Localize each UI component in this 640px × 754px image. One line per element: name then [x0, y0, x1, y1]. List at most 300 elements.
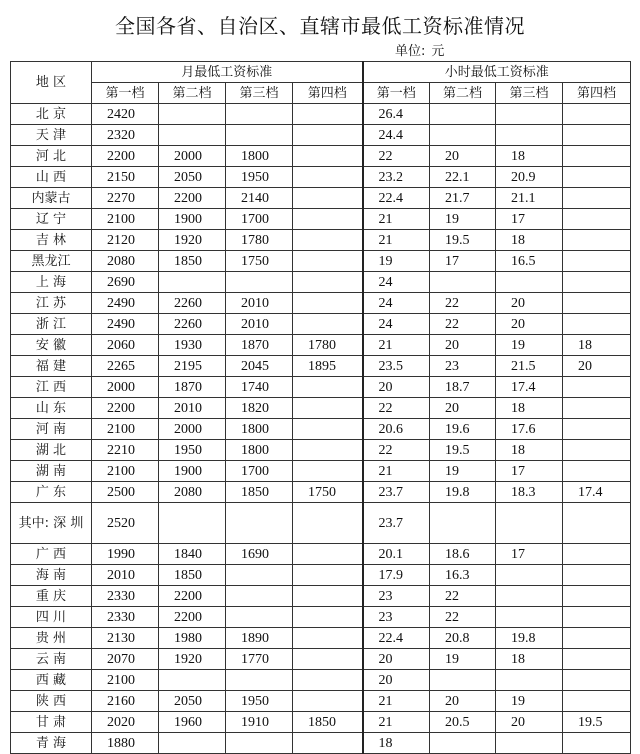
monthly-tier-1-cell: 2100	[92, 461, 159, 482]
monthly-tier-2-cell: 2260	[159, 314, 226, 335]
hourly-tier-1-cell: 20	[363, 670, 430, 691]
monthly-tier-3-cell: 1950	[226, 691, 293, 712]
table-row	[11, 670, 631, 691]
monthly-tier-3-cell: 2140	[226, 188, 293, 209]
hourly-tier-2-cell	[430, 272, 496, 293]
hourly-tier-3-cell: 20.9	[496, 167, 563, 188]
monthly-tier-4-cell	[293, 230, 363, 251]
monthly-tier-4-cell	[293, 733, 363, 754]
header-hourly-tier-1: 第一档	[363, 83, 430, 104]
hourly-tier-2-cell: 16.3	[430, 565, 496, 586]
monthly-tier-1-cell: 2420	[92, 104, 159, 125]
monthly-tier-3-cell	[226, 125, 293, 146]
hourly-tier-4-cell	[563, 398, 631, 419]
monthly-tier-4-cell	[293, 251, 363, 272]
monthly-tier-4-cell	[293, 565, 363, 586]
monthly-tier-3-cell: 1700	[226, 461, 293, 482]
monthly-tier-4-cell: 1780	[293, 335, 363, 356]
monthly-tier-1-cell: 2130	[92, 628, 159, 649]
table-row	[11, 209, 631, 230]
monthly-tier-1-cell: 2500	[92, 482, 159, 503]
monthly-tier-4-cell	[293, 440, 363, 461]
monthly-tier-1-cell: 2520	[92, 503, 159, 544]
monthly-tier-1-cell: 2330	[92, 607, 159, 628]
hourly-tier-1-cell: 21	[363, 691, 430, 712]
monthly-tier-1-cell: 2100	[92, 419, 159, 440]
monthly-tier-4-cell	[293, 628, 363, 649]
hourly-tier-2-cell: 22	[430, 314, 496, 335]
hourly-tier-4-cell	[563, 649, 631, 670]
monthly-tier-3-cell: 1820	[226, 398, 293, 419]
hourly-tier-4-cell	[563, 167, 631, 188]
monthly-tier-4-cell	[293, 293, 363, 314]
hourly-tier-2-cell: 19.5	[430, 440, 496, 461]
region-cell: 广 西	[11, 544, 92, 565]
region-cell: 上 海	[11, 272, 92, 293]
table-row	[11, 607, 631, 628]
table-row	[11, 272, 631, 293]
hourly-tier-2-cell: 19.5	[430, 230, 496, 251]
region-cell: 四 川	[11, 607, 92, 628]
monthly-tier-3-cell: 1780	[226, 230, 293, 251]
hourly-tier-3-cell	[496, 586, 563, 607]
monthly-tier-1-cell: 2490	[92, 314, 159, 335]
monthly-tier-4-cell	[293, 691, 363, 712]
hourly-tier-2-cell	[430, 670, 496, 691]
hourly-tier-1-cell: 21	[363, 209, 430, 230]
hourly-tier-4-cell	[563, 188, 631, 209]
hourly-tier-4-cell	[563, 251, 631, 272]
hourly-tier-4-cell	[563, 104, 631, 125]
hourly-tier-1-cell: 26.4	[363, 104, 430, 125]
monthly-tier-3-cell: 2010	[226, 293, 293, 314]
hourly-tier-1-cell: 20.1	[363, 544, 430, 565]
monthly-tier-3-cell: 1750	[226, 251, 293, 272]
monthly-tier-3-cell: 1800	[226, 440, 293, 461]
monthly-tier-2-cell: 1850	[159, 565, 226, 586]
hourly-tier-4-cell	[563, 440, 631, 461]
hourly-tier-1-cell: 23.7	[363, 482, 430, 503]
monthly-tier-3-cell: 1950	[226, 167, 293, 188]
table-row	[11, 356, 631, 377]
monthly-tier-3-cell	[226, 503, 293, 544]
region-cell: 湖 南	[11, 461, 92, 482]
hourly-tier-2-cell: 20	[430, 691, 496, 712]
monthly-tier-4-cell	[293, 503, 363, 544]
hourly-tier-4-cell	[563, 691, 631, 712]
monthly-tier-1-cell: 2070	[92, 649, 159, 670]
hourly-tier-1-cell: 20	[363, 649, 430, 670]
header-monthly-tier-4: 第四档	[293, 83, 363, 104]
table-row	[11, 335, 631, 356]
hourly-tier-4-cell	[563, 503, 631, 544]
table-row	[11, 230, 631, 251]
monthly-tier-4-cell	[293, 398, 363, 419]
monthly-tier-3-cell: 2045	[226, 356, 293, 377]
hourly-tier-3-cell: 18	[496, 230, 563, 251]
hourly-tier-1-cell: 17.9	[363, 565, 430, 586]
hourly-tier-1-cell: 24	[363, 293, 430, 314]
hourly-tier-2-cell: 19	[430, 209, 496, 230]
monthly-tier-2-cell: 1870	[159, 377, 226, 398]
monthly-tier-3-cell	[226, 272, 293, 293]
monthly-tier-4-cell	[293, 272, 363, 293]
region-cell: 福 建	[11, 356, 92, 377]
hourly-tier-2-cell: 23	[430, 356, 496, 377]
hourly-tier-3-cell: 18	[496, 649, 563, 670]
table-row	[11, 314, 631, 335]
hourly-tier-2-cell	[430, 104, 496, 125]
hourly-tier-1-cell: 20	[363, 377, 430, 398]
hourly-tier-1-cell: 20.6	[363, 419, 430, 440]
monthly-tier-3-cell	[226, 104, 293, 125]
hourly-tier-2-cell: 20.5	[430, 712, 496, 733]
table-row	[11, 565, 631, 586]
region-cell: 西 藏	[11, 670, 92, 691]
hourly-tier-2-cell: 20	[430, 146, 496, 167]
region-cell: 贵 州	[11, 628, 92, 649]
hourly-tier-3-cell: 18.3	[496, 482, 563, 503]
hourly-tier-3-cell	[496, 565, 563, 586]
monthly-tier-4-cell	[293, 125, 363, 146]
monthly-tier-1-cell: 2265	[92, 356, 159, 377]
monthly-tier-2-cell	[159, 670, 226, 691]
hourly-tier-3-cell: 20	[496, 314, 563, 335]
region-cell: 江 苏	[11, 293, 92, 314]
monthly-tier-1-cell: 2020	[92, 712, 159, 733]
hourly-tier-1-cell: 23.7	[363, 503, 430, 544]
page-title: 全国各省、自治区、直辖市最低工资标准情况	[115, 14, 525, 38]
region-cell: 重 庆	[11, 586, 92, 607]
monthly-tier-1-cell: 2210	[92, 440, 159, 461]
hourly-tier-1-cell: 24	[363, 272, 430, 293]
region-cell: 河 北	[11, 146, 92, 167]
hourly-tier-4-cell	[563, 377, 631, 398]
monthly-tier-1-cell: 2270	[92, 188, 159, 209]
monthly-tier-4-cell	[293, 586, 363, 607]
monthly-tier-2-cell: 2050	[159, 167, 226, 188]
monthly-tier-2-cell	[159, 272, 226, 293]
hourly-tier-4-cell	[563, 146, 631, 167]
monthly-tier-4-cell: 1850	[293, 712, 363, 733]
hourly-tier-3-cell	[496, 503, 563, 544]
hourly-tier-2-cell: 20	[430, 335, 496, 356]
monthly-tier-2-cell: 2195	[159, 356, 226, 377]
hourly-tier-3-cell: 16.5	[496, 251, 563, 272]
hourly-tier-1-cell: 23	[363, 586, 430, 607]
region-cell: 山 东	[11, 398, 92, 419]
header-hourly: 小时最低工资标准	[363, 62, 631, 83]
table-row	[11, 544, 631, 565]
hourly-tier-2-cell: 19	[430, 461, 496, 482]
monthly-tier-3-cell: 1800	[226, 146, 293, 167]
region-cell: 广 东	[11, 482, 92, 503]
hourly-tier-3-cell: 21.5	[496, 356, 563, 377]
hourly-tier-1-cell: 21	[363, 712, 430, 733]
table-row	[11, 586, 631, 607]
monthly-tier-4-cell	[293, 670, 363, 691]
monthly-tier-1-cell: 2010	[92, 565, 159, 586]
hourly-tier-1-cell: 23.2	[363, 167, 430, 188]
monthly-tier-1-cell: 2200	[92, 398, 159, 419]
hourly-tier-2-cell: 20	[430, 398, 496, 419]
header-monthly: 月最低工资标准	[92, 62, 363, 83]
table-row	[11, 125, 631, 146]
hourly-tier-3-cell	[496, 272, 563, 293]
monthly-tier-1-cell: 2080	[92, 251, 159, 272]
hourly-tier-2-cell: 19	[430, 649, 496, 670]
monthly-tier-1-cell: 2120	[92, 230, 159, 251]
monthly-tier-3-cell: 1870	[226, 335, 293, 356]
hourly-tier-1-cell: 23	[363, 607, 430, 628]
table-row	[11, 104, 631, 125]
monthly-tier-2-cell	[159, 733, 226, 754]
hourly-tier-2-cell	[430, 125, 496, 146]
header-hourly-tier-4: 第四档	[563, 83, 631, 104]
hourly-tier-4-cell	[563, 628, 631, 649]
region-cell: 辽 宁	[11, 209, 92, 230]
region-cell: 陕 西	[11, 691, 92, 712]
table-row	[11, 628, 631, 649]
hourly-tier-3-cell: 17	[496, 209, 563, 230]
monthly-tier-2-cell: 1950	[159, 440, 226, 461]
table-row	[11, 419, 631, 440]
region-cell: 安 徽	[11, 335, 92, 356]
hourly-tier-3-cell: 20	[496, 712, 563, 733]
hourly-tier-2-cell: 22	[430, 293, 496, 314]
monthly-tier-1-cell: 2490	[92, 293, 159, 314]
table-row	[11, 712, 631, 733]
table-row	[11, 691, 631, 712]
hourly-tier-1-cell: 22	[363, 398, 430, 419]
hourly-tier-2-cell: 22	[430, 607, 496, 628]
region-cell: 浙 江	[11, 314, 92, 335]
monthly-tier-2-cell: 2200	[159, 607, 226, 628]
monthly-tier-4-cell	[293, 377, 363, 398]
header-monthly-tier-2: 第二档	[159, 83, 226, 104]
table-row	[11, 461, 631, 482]
header-hourly-tier-3: 第三档	[496, 83, 563, 104]
region-cell: 山 西	[11, 167, 92, 188]
monthly-tier-2-cell: 1840	[159, 544, 226, 565]
hourly-tier-3-cell: 17.6	[496, 419, 563, 440]
monthly-tier-4-cell	[293, 314, 363, 335]
hourly-tier-2-cell	[430, 503, 496, 544]
monthly-tier-4-cell	[293, 209, 363, 230]
unit-label: 单位:	[395, 44, 426, 59]
hourly-tier-4-cell	[563, 544, 631, 565]
monthly-tier-3-cell: 1700	[226, 209, 293, 230]
monthly-tier-2-cell: 2200	[159, 586, 226, 607]
monthly-tier-1-cell: 2690	[92, 272, 159, 293]
header-row-1	[11, 62, 631, 83]
monthly-tier-2-cell	[159, 104, 226, 125]
monthly-tier-3-cell: 1770	[226, 649, 293, 670]
hourly-tier-3-cell: 19	[496, 691, 563, 712]
hourly-tier-3-cell: 18	[496, 440, 563, 461]
unit-note	[395, 40, 450, 59]
header-row-2	[11, 83, 631, 104]
hourly-tier-3-cell: 18	[496, 146, 563, 167]
monthly-tier-2-cell	[159, 125, 226, 146]
hourly-tier-4-cell	[563, 314, 631, 335]
hourly-tier-2-cell: 18.7	[430, 377, 496, 398]
hourly-tier-3-cell: 17	[496, 461, 563, 482]
hourly-tier-3-cell	[496, 607, 563, 628]
hourly-tier-3-cell: 21.1	[496, 188, 563, 209]
table-row	[11, 188, 631, 209]
hourly-tier-3-cell: 17.4	[496, 377, 563, 398]
hourly-tier-3-cell	[496, 104, 563, 125]
monthly-tier-4-cell	[293, 544, 363, 565]
monthly-tier-4-cell	[293, 146, 363, 167]
monthly-tier-4-cell	[293, 104, 363, 125]
monthly-tier-4-cell: 1895	[293, 356, 363, 377]
monthly-tier-2-cell: 1900	[159, 461, 226, 482]
monthly-tier-4-cell	[293, 188, 363, 209]
hourly-tier-4-cell: 19.5	[563, 712, 631, 733]
monthly-tier-2-cell: 1850	[159, 251, 226, 272]
monthly-tier-4-cell	[293, 419, 363, 440]
hourly-tier-3-cell: 19.8	[496, 628, 563, 649]
table-row	[11, 167, 631, 188]
hourly-tier-4-cell	[563, 670, 631, 691]
monthly-tier-4-cell	[293, 607, 363, 628]
monthly-tier-2-cell: 1900	[159, 209, 226, 230]
hourly-tier-4-cell	[563, 293, 631, 314]
monthly-tier-1-cell: 2060	[92, 335, 159, 356]
region-cell: 其中: 深 圳	[11, 503, 92, 544]
hourly-tier-2-cell: 19.6	[430, 419, 496, 440]
hourly-tier-2-cell: 22	[430, 586, 496, 607]
monthly-tier-3-cell	[226, 586, 293, 607]
header-hourly-tier-2: 第二档	[430, 83, 496, 104]
monthly-tier-4-cell	[293, 461, 363, 482]
monthly-tier-3-cell	[226, 565, 293, 586]
table-row	[11, 649, 631, 670]
hourly-tier-3-cell	[496, 125, 563, 146]
monthly-tier-1-cell: 2160	[92, 691, 159, 712]
monthly-tier-1-cell: 2100	[92, 209, 159, 230]
monthly-tier-3-cell: 1890	[226, 628, 293, 649]
hourly-tier-4-cell	[563, 272, 631, 293]
monthly-tier-1-cell: 2000	[92, 377, 159, 398]
monthly-tier-3-cell: 1740	[226, 377, 293, 398]
region-cell: 湖 北	[11, 440, 92, 461]
monthly-tier-2-cell: 1960	[159, 712, 226, 733]
monthly-tier-2-cell: 2010	[159, 398, 226, 419]
hourly-tier-4-cell	[563, 565, 631, 586]
region-cell: 天 津	[11, 125, 92, 146]
hourly-tier-1-cell: 21	[363, 461, 430, 482]
hourly-tier-3-cell	[496, 670, 563, 691]
monthly-tier-3-cell: 2010	[226, 314, 293, 335]
monthly-tier-4-cell	[293, 167, 363, 188]
header-region: 地 区	[11, 62, 92, 104]
monthly-tier-4-cell: 1750	[293, 482, 363, 503]
hourly-tier-1-cell: 22	[363, 146, 430, 167]
hourly-tier-2-cell: 18.6	[430, 544, 496, 565]
hourly-tier-2-cell: 17	[430, 251, 496, 272]
monthly-tier-1-cell: 1990	[92, 544, 159, 565]
hourly-tier-4-cell: 20	[563, 356, 631, 377]
table-body	[11, 104, 631, 754]
monthly-tier-2-cell: 1920	[159, 649, 226, 670]
hourly-tier-3-cell: 20	[496, 293, 563, 314]
region-cell: 内蒙古	[11, 188, 92, 209]
monthly-tier-2-cell: 2200	[159, 188, 226, 209]
monthly-tier-2-cell	[159, 503, 226, 544]
table-row	[11, 733, 631, 754]
table-row	[11, 503, 631, 544]
hourly-tier-1-cell: 22	[363, 440, 430, 461]
monthly-tier-1-cell: 2150	[92, 167, 159, 188]
monthly-tier-1-cell: 2320	[92, 125, 159, 146]
hourly-tier-1-cell: 21	[363, 335, 430, 356]
header-monthly-tier-3: 第三档	[226, 83, 293, 104]
table-row	[11, 482, 631, 503]
hourly-tier-2-cell: 20.8	[430, 628, 496, 649]
hourly-tier-4-cell	[563, 230, 631, 251]
hourly-tier-2-cell: 22.1	[430, 167, 496, 188]
hourly-tier-4-cell	[563, 419, 631, 440]
region-cell: 甘 肃	[11, 712, 92, 733]
hourly-tier-2-cell: 19.8	[430, 482, 496, 503]
hourly-tier-3-cell: 18	[496, 398, 563, 419]
table-row	[11, 398, 631, 419]
monthly-tier-1-cell: 2100	[92, 670, 159, 691]
region-cell: 河 南	[11, 419, 92, 440]
hourly-tier-4-cell: 18	[563, 335, 631, 356]
hourly-tier-1-cell: 22.4	[363, 188, 430, 209]
monthly-tier-3-cell: 1800	[226, 419, 293, 440]
hourly-tier-4-cell	[563, 125, 631, 146]
table-row	[11, 146, 631, 167]
monthly-tier-3-cell: 1690	[226, 544, 293, 565]
hourly-tier-3-cell	[496, 733, 563, 754]
monthly-tier-1-cell: 2330	[92, 586, 159, 607]
hourly-tier-4-cell	[563, 586, 631, 607]
hourly-tier-2-cell: 21.7	[430, 188, 496, 209]
hourly-tier-4-cell	[563, 607, 631, 628]
monthly-tier-3-cell	[226, 607, 293, 628]
monthly-tier-2-cell: 2260	[159, 293, 226, 314]
hourly-tier-1-cell: 22.4	[363, 628, 430, 649]
monthly-tier-2-cell: 2050	[159, 691, 226, 712]
region-cell: 黑龙江	[11, 251, 92, 272]
hourly-tier-3-cell: 19	[496, 335, 563, 356]
hourly-tier-1-cell: 19	[363, 251, 430, 272]
region-cell: 海 南	[11, 565, 92, 586]
table-row	[11, 377, 631, 398]
hourly-tier-4-cell	[563, 733, 631, 754]
monthly-tier-3-cell: 1850	[226, 482, 293, 503]
header-monthly-tier-1: 第一档	[92, 83, 159, 104]
wage-table	[10, 61, 631, 754]
monthly-tier-2-cell: 1920	[159, 230, 226, 251]
hourly-tier-4-cell: 17.4	[563, 482, 631, 503]
monthly-tier-1-cell: 2200	[92, 146, 159, 167]
table-row	[11, 251, 631, 272]
hourly-tier-1-cell: 23.5	[363, 356, 430, 377]
monthly-tier-4-cell	[293, 649, 363, 670]
monthly-tier-2-cell: 2000	[159, 146, 226, 167]
monthly-tier-2-cell: 2000	[159, 419, 226, 440]
unit-value: 元	[431, 44, 445, 59]
monthly-tier-1-cell: 1880	[92, 733, 159, 754]
region-cell: 云 南	[11, 649, 92, 670]
hourly-tier-4-cell	[563, 461, 631, 482]
